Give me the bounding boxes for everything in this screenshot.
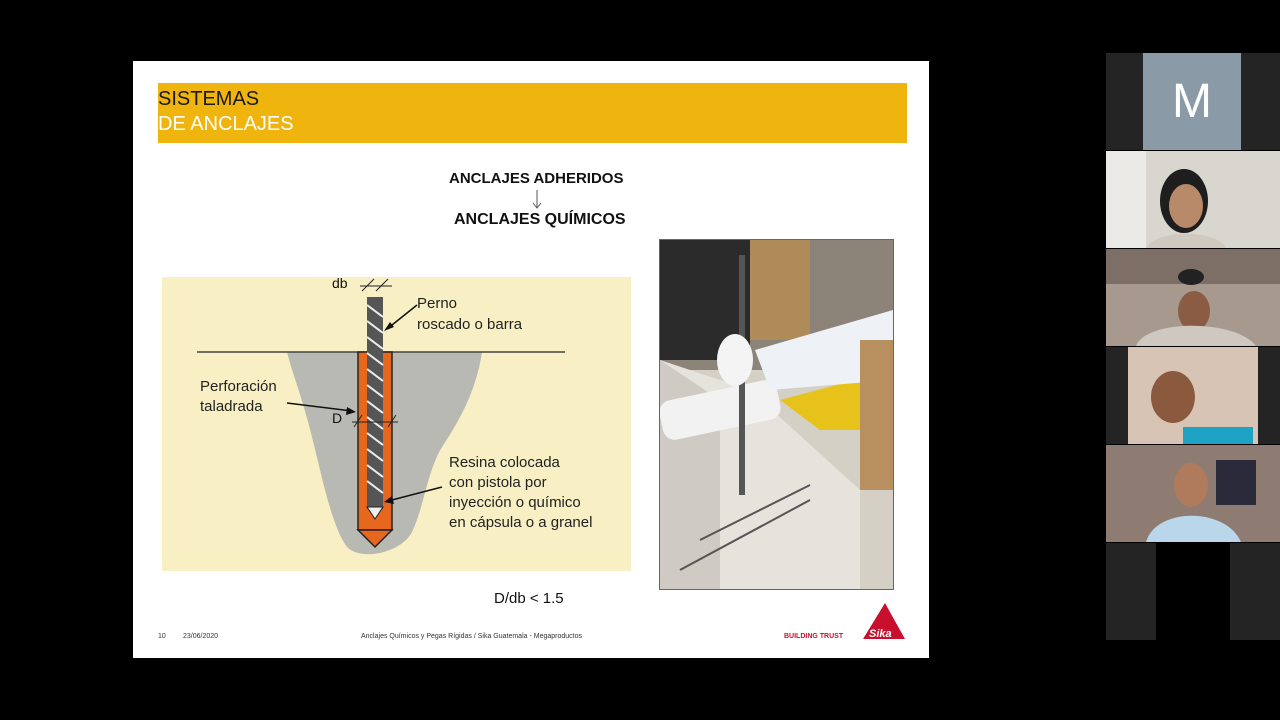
building-trust-text: BUILDING TRUST xyxy=(784,633,844,640)
slide-title-line2: DE ANCLAJES xyxy=(158,113,294,135)
arrow-down-icon xyxy=(530,190,544,210)
footer-center-text: Anclajes Químicos y Pegas Rígidas / Sika Guatemala - Megaproductos xyxy=(361,633,582,640)
presentation-slide xyxy=(133,61,929,658)
diagram-label-resina-1: Resina colocada xyxy=(449,454,560,471)
participant-video-3[interactable] xyxy=(1128,347,1258,444)
video-feed-1 xyxy=(1106,151,1280,248)
ratio-text: D/db < 1.5 xyxy=(494,590,564,607)
video-feed-3 xyxy=(1128,347,1258,444)
diagram-label-perforacion-1: Perforación xyxy=(200,378,277,395)
participant-avatar-initial[interactable]: M xyxy=(1143,53,1241,150)
video-feed-4 xyxy=(1106,445,1280,542)
footer-page-number: 10 xyxy=(158,633,166,640)
diagram-label-resina-4: en cápsula o a granel xyxy=(449,514,593,531)
participant-video-1[interactable] xyxy=(1106,151,1280,248)
participant-video-4[interactable] xyxy=(1106,445,1280,542)
diagram-label-perno-2: roscado o barra xyxy=(417,316,523,333)
slide-title-line1: SISTEMAS xyxy=(158,88,260,110)
anchor-installation-photo xyxy=(659,239,894,590)
diagram-label-perno-1: Perno xyxy=(417,295,458,312)
diagram-label-db: db xyxy=(332,277,348,291)
heading-anclajes-adheridos: ANCLAJES ADHERIDOS xyxy=(449,170,624,187)
title-bar xyxy=(158,83,907,143)
diagram-label-d: D xyxy=(332,410,343,426)
participant-video-2[interactable] xyxy=(1106,249,1280,346)
diagram-label-resina-2: con pistola por xyxy=(449,474,547,491)
participant-panel-bottom xyxy=(1106,543,1280,640)
svg-text:Sika: Sika xyxy=(869,628,892,640)
heading-anclajes-quimicos: ANCLAJES QUÍMICOS xyxy=(454,211,626,228)
diagram-label-resina-3: inyección o químico xyxy=(449,494,581,511)
anchor-diagram xyxy=(162,277,631,571)
footer-date: 23/06/2020 xyxy=(183,633,219,640)
diagram-label-perforacion-2: taladrada xyxy=(200,398,263,415)
video-feed-2 xyxy=(1106,249,1280,346)
sika-logo xyxy=(859,601,907,641)
